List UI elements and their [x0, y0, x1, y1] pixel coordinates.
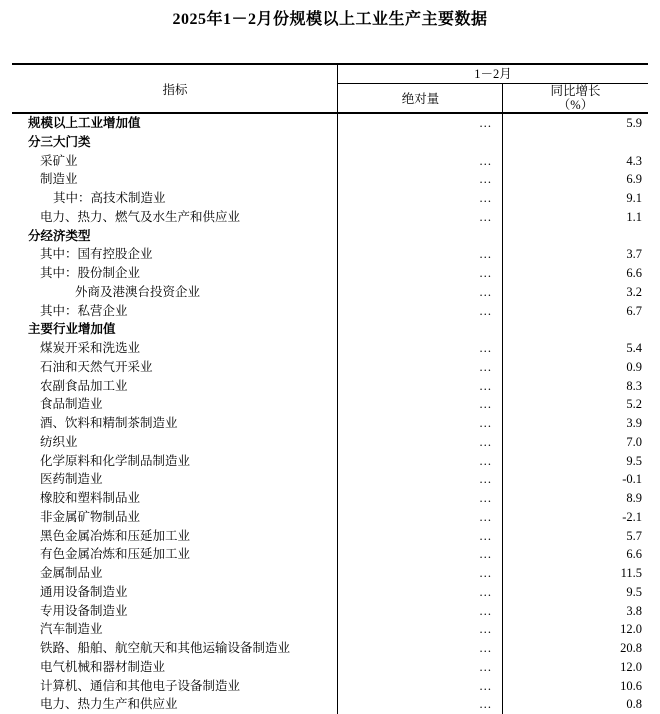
row-indicator: 橡胶和塑料制品业 — [40, 491, 141, 505]
row-yoy-value: 4.3 — [626, 153, 642, 168]
table-row — [12, 545, 648, 564]
row-yoy-value: 7.0 — [626, 434, 642, 449]
row-yoy-value: 5.7 — [626, 528, 642, 543]
column-divider-2 — [502, 84, 503, 714]
row-absolute-value: … — [479, 153, 492, 168]
row-yoy-value: 11.5 — [620, 566, 642, 580]
table-header — [12, 65, 648, 112]
row-indicator: 采矿业 — [40, 153, 78, 168]
row-indicator: 规模以上工业增加值 — [28, 116, 141, 130]
row-absolute-value: … — [479, 547, 492, 562]
row-indicator: 汽车制造业 — [40, 622, 103, 637]
row-absolute-value: … — [479, 266, 492, 280]
row-indicator: 电气机械和器材制造业 — [40, 659, 166, 674]
row-yoy-value: -0.1 — [622, 472, 642, 487]
table-body — [12, 114, 648, 714]
table-row — [12, 395, 648, 414]
row-yoy-value: 0.8 — [626, 697, 642, 712]
row-indicator: 其中：股份制企业 — [40, 266, 141, 280]
row-yoy-value — [503, 133, 648, 152]
table-row — [12, 133, 648, 152]
row-yoy-value: -2.1 — [622, 509, 642, 524]
table-row — [12, 602, 648, 621]
row-indicator: 外商及港澳台投资企业 — [75, 284, 201, 299]
table-row — [12, 508, 648, 527]
row-absolute-value: … — [479, 697, 492, 712]
row-yoy-value: 5.4 — [626, 341, 642, 355]
row-absolute-value: … — [479, 659, 492, 674]
table-row — [12, 170, 648, 189]
row-indicator: 主要行业增加值 — [28, 322, 116, 337]
table-row — [12, 114, 648, 133]
row-absolute-value: … — [479, 209, 492, 224]
row-yoy-value: 8.9 — [626, 491, 642, 505]
row-absolute-value: … — [479, 453, 492, 468]
table-row — [12, 320, 648, 339]
row-yoy-value: 12.0 — [620, 659, 642, 674]
table-row — [12, 470, 648, 489]
row-absolute-value: … — [479, 528, 492, 543]
table-row — [12, 339, 648, 358]
row-yoy-value — [503, 320, 648, 339]
row-indicator: 分三大门类 — [28, 134, 91, 149]
row-yoy-value: 3.8 — [626, 603, 642, 618]
table-row — [12, 433, 648, 452]
row-absolute-value: … — [479, 622, 492, 637]
row-indicator: 分经济类型 — [28, 228, 91, 243]
row-absolute-value: … — [479, 247, 492, 262]
row-indicator: 其中：高技术制造业 — [53, 191, 166, 205]
header-subrow — [338, 84, 648, 112]
row-indicator: 煤炭开采和洗选业 — [40, 341, 141, 355]
row-absolute-value — [338, 133, 503, 152]
row-absolute-value: … — [479, 434, 492, 449]
header-absolute: 绝对量 — [401, 92, 440, 106]
row-indicator: 有色金属冶炼和压延加工业 — [40, 547, 191, 562]
header-yoy — [503, 84, 648, 112]
page-title: 2025年1－2月份规模以上工业生产主要数据 — [172, 11, 488, 28]
row-absolute-value: … — [479, 359, 492, 374]
row-yoy-value: 20.8 — [620, 641, 642, 655]
table-row — [12, 695, 648, 714]
row-yoy-value: 6.6 — [626, 547, 642, 562]
row-yoy-value: 1.1 — [626, 209, 642, 224]
header-yoy-unit: （%） — [557, 98, 594, 112]
row-absolute-value: … — [479, 491, 492, 505]
row-absolute-value: … — [479, 472, 492, 487]
table-row — [12, 283, 648, 302]
row-indicator: 电力、热力生产和供应业 — [40, 697, 178, 712]
table-row — [12, 414, 648, 433]
row-yoy-value: 3.2 — [626, 284, 642, 299]
table-row — [12, 452, 648, 471]
table-row — [12, 489, 648, 508]
table-row — [12, 189, 648, 208]
row-yoy-value: 3.9 — [626, 416, 642, 430]
table-row — [12, 152, 648, 171]
row-absolute-value: … — [479, 191, 492, 205]
row-indicator: 食品制造业 — [40, 397, 103, 412]
table-row — [12, 527, 648, 546]
row-indicator: 化学原料和化学制品制造业 — [40, 453, 191, 468]
row-yoy-value: 10.6 — [620, 678, 642, 693]
table-row — [12, 658, 648, 677]
row-yoy-value: 5.9 — [626, 116, 642, 130]
row-indicator: 其中：私营企业 — [40, 303, 128, 318]
table-row — [12, 208, 648, 227]
row-indicator: 其中：国有控股企业 — [40, 247, 153, 262]
row-yoy-value: 5.2 — [626, 397, 642, 412]
row-yoy-value: 9.1 — [626, 191, 642, 205]
column-divider-1 — [337, 63, 338, 714]
row-yoy-value: 9.5 — [626, 453, 642, 468]
row-absolute-value — [338, 227, 503, 246]
row-indicator: 纺织业 — [40, 434, 78, 449]
row-indicator: 金属制品业 — [40, 566, 103, 580]
row-yoy-value: 0.9 — [626, 359, 642, 374]
table-row — [12, 583, 648, 602]
row-indicator: 计算机、通信和其他电子设备制造业 — [40, 678, 241, 693]
row-absolute-value: … — [479, 641, 492, 655]
row-yoy-value: 12.0 — [620, 622, 642, 637]
header-yoy-label: 同比增长 — [550, 84, 601, 98]
row-yoy-value: 3.7 — [626, 247, 642, 262]
row-indicator: 医药制造业 — [40, 472, 103, 487]
table-row — [12, 358, 648, 377]
row-indicator: 制造业 — [40, 172, 78, 187]
row-yoy-value: 6.7 — [626, 303, 642, 318]
row-absolute-value: … — [479, 341, 492, 355]
row-yoy-value: 8.3 — [626, 378, 642, 393]
row-absolute-value: … — [479, 584, 492, 599]
row-indicator: 电力、热力、燃气及水生产和供应业 — [40, 209, 241, 224]
table-row — [12, 677, 648, 696]
row-indicator: 非金属矿物制品业 — [40, 509, 141, 524]
row-yoy-value: 6.9 — [626, 172, 642, 187]
header-indicator: 指标 — [162, 82, 188, 97]
row-absolute-value: … — [479, 678, 492, 693]
row-indicator: 铁路、船舶、航空航天和其他运输设备制造业 — [40, 641, 291, 655]
table-row — [12, 620, 648, 639]
table-row — [12, 302, 648, 321]
table-row — [12, 377, 648, 396]
row-absolute-value: … — [479, 397, 492, 412]
row-indicator: 酒、饮料和精制茶制造业 — [40, 416, 178, 430]
row-yoy-value: 6.6 — [626, 266, 642, 280]
header-period: 1－2月 — [338, 65, 648, 84]
row-absolute-value: … — [479, 416, 492, 430]
row-absolute-value: … — [479, 378, 492, 393]
row-absolute-value: … — [479, 566, 492, 580]
row-absolute-value: … — [479, 116, 492, 130]
row-absolute-value: … — [479, 603, 492, 618]
row-indicator: 专用设备制造业 — [40, 603, 128, 618]
row-absolute-value: … — [479, 172, 492, 187]
table-row — [12, 639, 648, 658]
row-indicator: 石油和天然气开采业 — [40, 359, 153, 374]
row-absolute-value: … — [479, 509, 492, 524]
row-absolute-value: … — [479, 284, 492, 299]
row-indicator: 黑色金属冶炼和压延加工业 — [40, 528, 191, 543]
row-yoy-value — [503, 227, 648, 246]
row-yoy-value: 9.5 — [626, 584, 642, 599]
data-table — [12, 63, 648, 714]
table-row — [12, 564, 648, 583]
row-indicator: 通用设备制造业 — [40, 584, 128, 599]
row-absolute-value — [338, 320, 503, 339]
table-row — [12, 245, 648, 264]
table-row — [12, 227, 648, 246]
row-indicator: 农副食品加工业 — [40, 378, 128, 393]
header-period-group — [338, 65, 648, 112]
table-row — [12, 264, 648, 283]
row-absolute-value: … — [479, 303, 492, 318]
